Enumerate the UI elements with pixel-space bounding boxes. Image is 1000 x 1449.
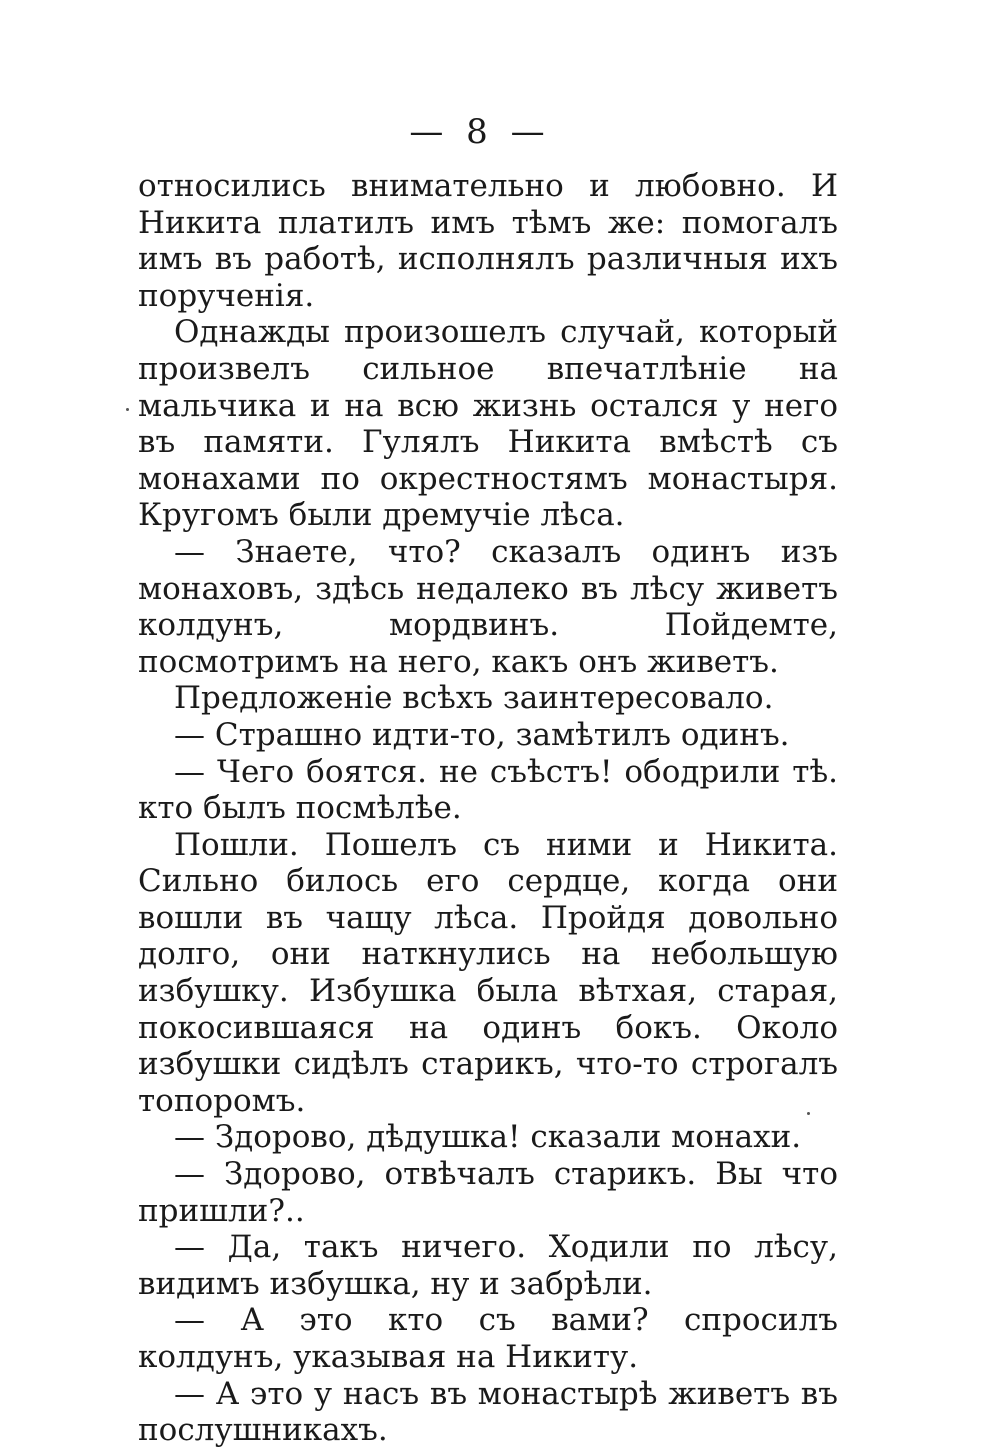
- print-speck: [126, 408, 129, 411]
- paragraph: Пошли. Пошелъ съ ними и Никита. Сильно билось его сердце, когда они вошли въ чащу лѣса. Пройдя довольно долго, они наткнулись на небольшую избушку. Избушка была вѣтхая, старая, покосившаяся на одинъ бокъ. Около избушки сидѣлъ старикъ, что-то строгалъ топоромъ.: [138, 826, 838, 1119]
- paragraph: относились внимательно и любовно. И Никита платилъ имъ тѣмъ же: помогалъ имъ въ работѣ, исполнялъ различныя ихъ порученія.: [138, 168, 838, 314]
- page-number: — 8 —: [409, 112, 551, 152]
- paragraph: — Страшно идти-то, замѣтилъ одинъ.: [174, 716, 790, 753]
- print-speck: [807, 1112, 810, 1115]
- paragraph: — Здорово, дѣдушка! сказали монахи.: [174, 1119, 802, 1156]
- paragraph: — Знаете, что? сказалъ одинъ изъ монаховъ, здѣсь недалеко въ лѣсу живетъ колдунъ, мордвинъ. Пойдемте, посмотримъ на него, какъ онъ живетъ.: [138, 533, 838, 680]
- body-text: [138, 168, 838, 1449]
- paragraph: — Да, такъ ничего. Ходили по лѣсу, видимъ избушка, ну и забрѣли.: [138, 1229, 838, 1302]
- paragraph: Однажды произошелъ случай, который произвелъ сильное впечатлѣніе на мальчика и на всю жизнь остался у него въ памяти. Гулялъ Никита вмѣстѣ съ монахами по окрестностямъ монастыря. Кругомъ были дремучіе лѣса.: [138, 314, 838, 534]
- paragraph: Предложеніе всѣхъ заинтересовало.: [174, 680, 774, 717]
- paragraph: — Здорово, отвѣчалъ старикъ. Вы что пришли?..: [138, 1156, 838, 1229]
- paragraph: — А это кто съ вами? спросилъ колдунъ, указывая на Никиту.: [138, 1302, 838, 1375]
- paragraph: — А это у насъ въ монастырѣ живетъ въ послушникахъ.: [138, 1375, 838, 1449]
- paragraph: — Чего боятся. не съѣстъ! ободрили тѣ. кто былъ посмѣлѣе.: [138, 753, 838, 827]
